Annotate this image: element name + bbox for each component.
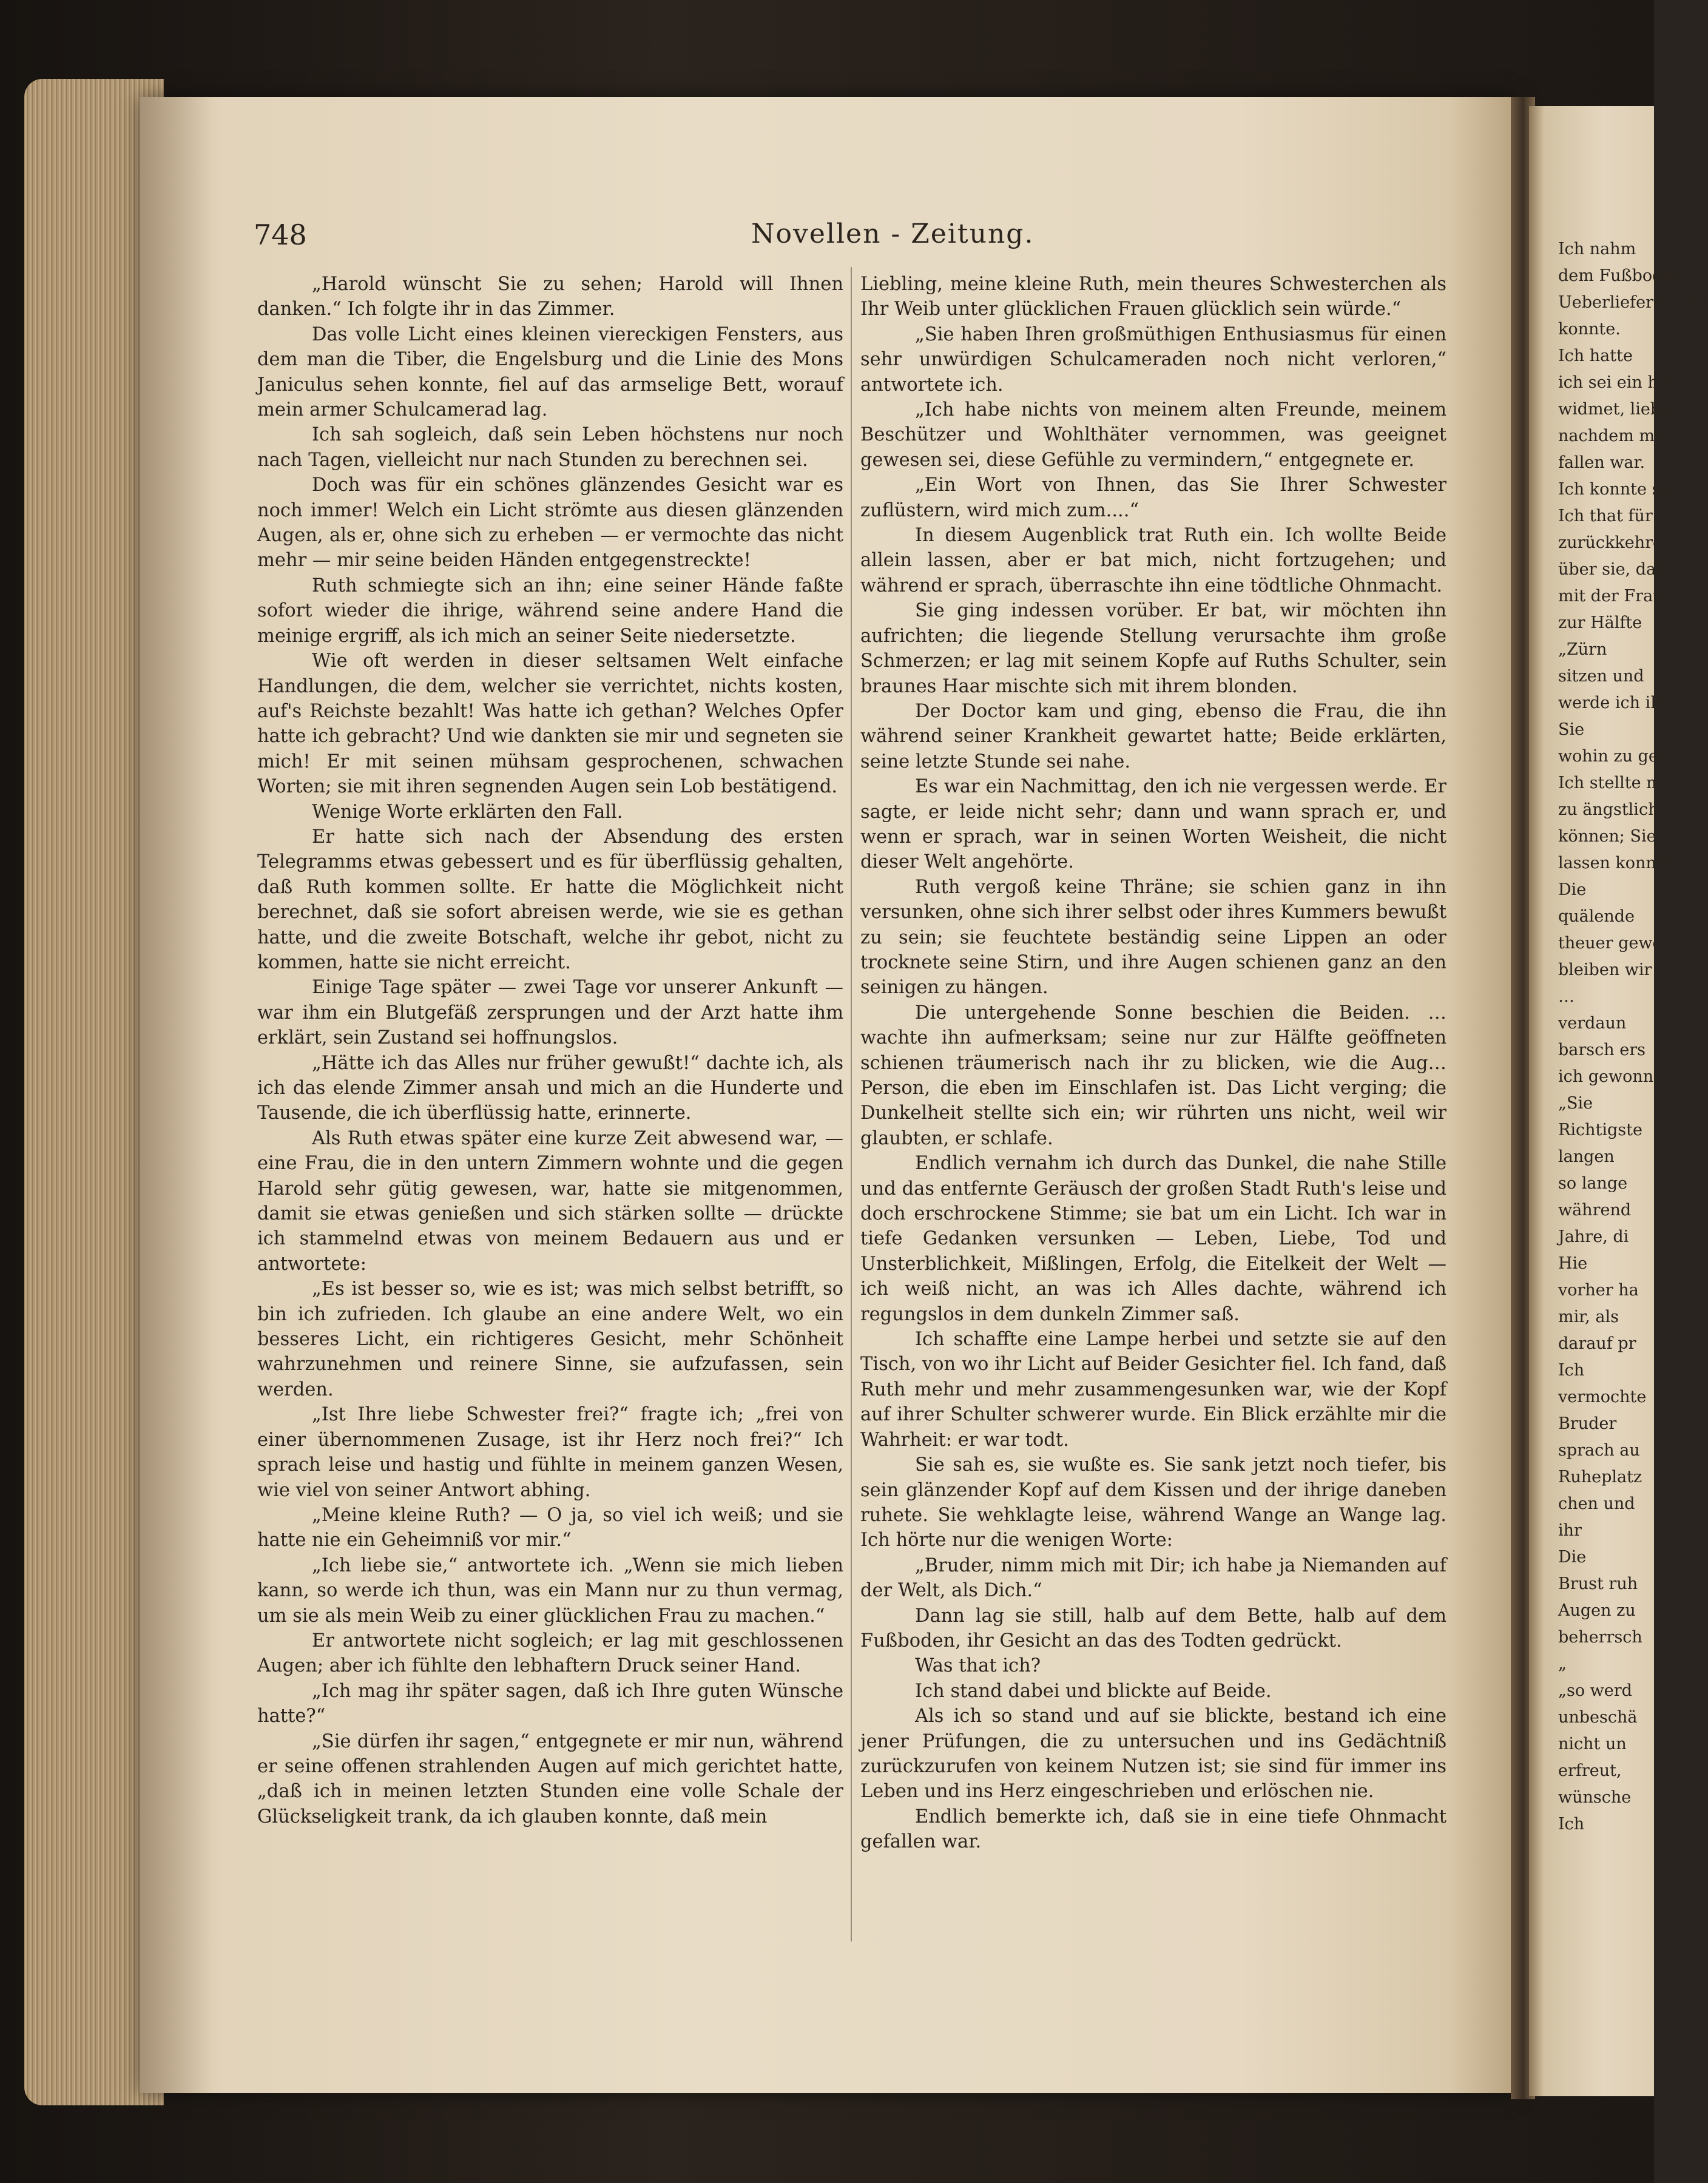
paragraph: „Harold wünscht Sie zu sehen; Harold will Ihnen danken.“ Ich folgte ihr in das Zimmer. (257, 274, 843, 320)
facing-page-line: quälende (1558, 907, 1635, 926)
facing-page-line: … (1558, 987, 1575, 1006)
facing-page-line: fallen war. (1558, 453, 1646, 472)
paragraph: Dann lag sie still, halb auf dem Bette, halb auf dem Fußboden, ihr Gesicht an das des Todten gedrückt. (860, 1605, 1446, 1652)
page-fold-shadow (140, 97, 212, 2093)
facing-page-line: Sie (1558, 720, 1585, 739)
facing-page-line: barsch ers (1558, 1041, 1646, 1059)
facing-page-line: mit der Frau (1558, 587, 1664, 606)
paragraph: Er antwortete nicht sogleich; er lag mit geschlossenen Augen; aber ich fühlte den lebhaftern Druck seiner Hand. (257, 1630, 843, 1677)
paragraph: Er hatte sich nach der Absendung des ersten Telegramms etwas gebessert und es für überflüssig gehalten, daß Ruth kommen sollte. Er hatte die Möglichkeit nicht berechnet, daß sie sofort abreisen werde, wie sie es gethan hatte, und die zweite Botschaft, welche ihr gebot, nicht zu kommen, hatte sie nicht erreicht. (257, 826, 843, 973)
paragraph: Was that ich? (915, 1655, 1041, 1677)
facing-page-line: Ich (1558, 1361, 1585, 1380)
paragraph: Der Doctor kam und ging, ebenso die Frau, die ihn während seiner Krankheit gewartet hatte; Beide erklärten, seine letzte Stunde sei nahe. (860, 700, 1446, 772)
paragraph: „Hätte ich das Alles nur früher gewußt!“ dachte ich, als ich das elende Zimmer ansah und mich an die Hunderte und Tausende, die ich überflüssig hatte, erinnerte. (257, 1052, 843, 1124)
paragraph: „Ein Wort von Ihnen, das Sie Ihrer Schwester zuflüstern, wird mich zum....“ (860, 474, 1446, 521)
facing-page-line: „so werd (1558, 1681, 1632, 1700)
facing-page-line: sitzen und (1558, 667, 1644, 686)
paragraph: Einige Tage später — zwei Tage vor unserer Ankunft — war ihm ein Blutgefäß zersprungen und der Arzt hatte ihm erklärt, sein Zustand sei hoffnungslos. (257, 977, 843, 1049)
facing-page-line: Ueberlieferer und (1558, 293, 1708, 312)
page-header (254, 218, 1467, 261)
facing-page-line: zurückkehren. (1558, 533, 1678, 552)
facing-page-line: werde ich ihn (1558, 693, 1672, 712)
paragraph: Ich sah sogleich, daß sein Leben höchstens nur noch nach Tagen, vielleicht nur nach Stunden zu berechnen sei. (257, 424, 843, 471)
facing-page-line: Ich stellte mi (1558, 774, 1667, 792)
column-divider (851, 267, 852, 1942)
paragraph: Die untergehende Sonne beschien die Beiden. … wachte ihn aufmerksam; seine nur zur Hälfte geöffneten schienen träumerisch nach ihr zu blicken, wie die Aug… Person, die eben im Einschlafen ist. Das Licht verging; die Dunkelheit stellte sich ein; wir rührten uns nicht, weil wir glaubten, er schlafe. (860, 1002, 1446, 1149)
facing-page-line: unbeschä (1558, 1708, 1638, 1727)
facing-page-line: beherrsch (1558, 1628, 1642, 1647)
paragraph: Liebling, meine kleine Ruth, mein theures Schwesterchen als Ihr Weib unter glücklichen Frauen glücklich sein würde.“ (860, 274, 1446, 320)
facing-page-fragment (1529, 106, 1708, 2096)
paragraph: Als ich so stand und auf sie blickte, bestand ich eine jener Prüfungen, die zu untersuchen und ins Gedächtniß zurückzurufen von keinem Nutzen ist; sie sind für immer ins Leben und ins Herz eingeschrieben und erlöschen nie. (860, 1706, 1446, 1803)
facing-page-line: Hie (1558, 1254, 1588, 1273)
facing-page-line: bleiben wir (1558, 960, 1652, 979)
facing-page-line: Ich that für (1558, 507, 1653, 525)
paragraph: Es war ein Nachmittag, den ich nie vergessen werde. Er sagte, er leide nicht sehr; dann und wann sprach er, und wenn er sprach, war in seinen Worten Weisheit, die nicht dieser Welt angehörte. (860, 776, 1446, 873)
paragraph: Endlich vernahm ich durch das Dunkel, die nahe Stille und das entfernte Geräusch der großen Stadt Ruth's leise und doch erschrockene Stimme; sie bat um ein Licht. Ich war in tiefe Gedanken versunken — Leben, Liebe, Tod und Unsterblichkeit, Mißlingen, Erfolg, die Eitelkeit der Welt — ich weiß nicht, an was ich Alles dachte, während ich regungslos in dem dunkeln Zimmer saß. (860, 1153, 1446, 1325)
facing-page-line: Ich nahm (1558, 240, 1636, 258)
facing-page-line: widmet, liebte (1558, 400, 1677, 419)
facing-page-line: so lange (1558, 1174, 1628, 1193)
facing-page-line: Ich konnte sie (1558, 480, 1676, 499)
facing-page-line: zu ängstlich, (1558, 800, 1664, 819)
page-number: 748 (254, 218, 307, 251)
paragraph: Sie sah es, sie wußte es. Sie sank jetzt noch tiefer, bis sein glänzender Kopf auf dem Kissen und der ihrige daneben ruhete. Sie wehklagte leise, während Wange an Wange lag. Ich hörte nur die wenigen Worte: (860, 1454, 1446, 1551)
facing-page-line: „Zürn (1558, 640, 1607, 659)
facing-page-line: während (1558, 1201, 1632, 1220)
paragraph: „Ich liebe sie,“ antwortete ich. „Wenn sie mich lieben kann, so werde ich thun, was ein Mann nur zu thun vermag, um sie als mein Weib zu einer glücklichen Frau zu machen.“ (257, 1554, 843, 1627)
facing-page-line: Jahre, di (1558, 1227, 1629, 1246)
facing-page-line: können; Sie (1558, 827, 1656, 846)
paragraph: Ruth schmiegte sich an ihn; eine seiner Hände faßte sofort wieder die ihrige, während seine andere Hand die meinige ergriff, als ich mich an seiner Seite niedersetzte. (257, 575, 843, 647)
facing-page-line: Richtigste (1558, 1121, 1642, 1139)
facing-page-line: vermochte (1558, 1388, 1647, 1406)
right-text-column (860, 272, 1446, 1855)
facing-page-line: Die (1558, 1548, 1587, 1567)
facing-page-line: ihr (1558, 1521, 1582, 1540)
paragraph: Wie oft werden in dieser seltsamen Welt einfache Handlungen, die dem, welcher sie verrichtet, nichts kosten, auf's Reichste bezahlt! Was hatte ich gethan? Welches Opfer hatte ich gebracht? Und wie dankten sie mir und segneten sie mich! Er mit seinen mühsam gesprochenen, schwachen Worten; sie mit ihren segnenden Augen sein Lob bestätigend. (257, 650, 843, 798)
facing-page-line: Bruder (1558, 1414, 1617, 1433)
facing-page-line: Augen zu (1558, 1601, 1636, 1620)
facing-page-line: sprach au (1558, 1441, 1640, 1460)
paragraph: Ich schaffte eine Lampe herbei und setzte sie auf den Tisch, von wo ihr Licht auf Beider Gesichter fiel. Ich fand, daß Ruth mehr und mehr zusammengesunken war, wie der Kopf auf ihrer Schulter schwerer wurde. Ein Blick erzählte mir die Wahrheit: er war todt. (860, 1329, 1446, 1451)
paragraph: Wenige Worte erklärten den Fall. (312, 801, 623, 823)
paragraph: „Sie haben Ihren großmüthigen Enthusiasmus für einen sehr unwürdigen Schulcameraden noch nicht verloren,“ antwortete ich. (860, 323, 1446, 396)
facing-page-line: dem Fußboden (1558, 266, 1683, 285)
facing-page-line: ich sei ein hal (1558, 373, 1673, 392)
facing-page-line: vorher ha (1558, 1281, 1639, 1300)
facing-page-line: wünsche (1558, 1788, 1632, 1807)
facing-page-line: über sie, daß (1558, 560, 1667, 579)
facing-page-line: mir, als (1558, 1307, 1619, 1326)
facing-page-line: nachdem mir (1558, 427, 1668, 445)
paragraph: „Sie dürfen ihr sagen,“ entgegnete er mir nun, während er seine offenen strahlenden Augen auf mich gerichtet hatte, „daß ich in meinen letzten Stunden eine volle Schale der Glückseligkeit trank, da ich glauben konnte, daß mein (257, 1730, 843, 1827)
running-title: Novellen - Zeitung. (751, 218, 1035, 249)
facing-page-line: verdaun (1558, 1014, 1627, 1033)
left-text-column (257, 272, 843, 1829)
facing-page-line: „ (1558, 1655, 1567, 1673)
paragraph: Endlich bemerkte ich, daß sie in eine tiefe Ohnmacht gefallen war. (860, 1806, 1446, 1853)
facing-page-line: erfreut, (1558, 1761, 1622, 1780)
paragraph: „Ich mag ihr später sagen, daß ich Ihre guten Wünsche hatte?“ (257, 1680, 843, 1727)
facing-page-line: zur Hälfte (1558, 613, 1642, 632)
paragraph: „Ist Ihre liebe Schwester frei?“ fragte ich; „frei von einer übernommenen Zusage, ist ihr Herz noch frei?“ Ich sprach leise und hastig und fühlte in meinem ganzen Wesen, wie viel von seiner Antwort abhing. (257, 1404, 843, 1501)
paragraph: „Bruder, nimm mich mit Dir; ich habe ja Niemanden auf der Welt, als Dich.“ (860, 1554, 1446, 1602)
facing-page-line: Ich hatte (1558, 346, 1633, 365)
paragraph: „Ich habe nichts von meinem alten Freunde, meinem Beschützer und Wohlthäter vernommen, was geeignet gewesen sei, diese Gefühle zu vermindern,“ entgegnete er. (860, 399, 1446, 471)
paragraph: Ruth vergoß keine Thräne; sie schien ganz in ihn versunken, ohne sich ihrer selbst oder ihres Kummers bewußt zu sein; sie feuchtete beständig seine Lippen an oder trocknete seine Stirn, und ihre Augen schienen ganz an den seinigen zu hängen. (860, 876, 1446, 999)
facing-page-line: konnte. (1558, 320, 1621, 339)
facing-page-line: Brust ruh (1558, 1574, 1638, 1593)
paragraph: In diesem Augenblick trat Ruth ein. Ich wollte Beide allein lassen, aber er bat mich, nicht fortzugehen; und während er sprach, überraschte ihn eine tödtliche Ohnmacht. (860, 525, 1446, 596)
facing-page-line: wohin zu geh (1558, 747, 1669, 766)
facing-page-line: chen und (1558, 1494, 1635, 1513)
paragraph: „Es ist besser so, wie es ist; was mich selbst betrifft, so bin ich zufrieden. Ich glaube an eine andere Welt, wo ein besseres Licht, ein richtigeres Gesicht, mehr Schönheit wahrzunehmen und reinere Sinne, sie aufzufassen, sein werden. (257, 1278, 843, 1400)
facing-page-line: darauf pr (1558, 1334, 1636, 1353)
facing-page-line: Die (1558, 880, 1587, 899)
paragraph: Doch was für ein schönes glänzendes Gesicht war es noch immer! Welch ein Licht strömte aus diesen glänzenden Augen, als er, ohne sich zu erheben — er vermochte das nicht mehr — mir seine beiden Händen entgegenstreckte! (257, 474, 843, 572)
facing-page-line: ich gewonn (1558, 1067, 1654, 1086)
paragraph: Ich stand dabei und blickte auf Beide. (915, 1680, 1272, 1702)
facing-page-line: lassen konnte (1558, 854, 1673, 872)
facing-page-line: nicht un (1558, 1735, 1627, 1753)
paragraph: Das volle Licht eines kleinen viereckigen Fensters, aus dem man die Tiber, die Engelsburg und die Linie des Mons Janiculus sehen konnte, fiel auf das armselige Bett, worauf mein armer Schulcamerad lag. (257, 323, 843, 421)
facing-page-line: theuer gewe (1558, 934, 1662, 953)
facing-page-line: Ich (1558, 1815, 1585, 1834)
paragraph: Als Ruth etwas später eine kurze Zeit abwesend war, — eine Frau, die in den untern Zimmern wohnte und die gegen Harold sehr gütig gewesen, war, hatte sie mitgenommen, damit sie etwas genießen und sich stärken sollte — drückte ich stammelnd etwas von meinem Bedauern aus und er antwortete: (257, 1127, 843, 1275)
facing-page-line: langen (1558, 1147, 1615, 1166)
facing-page-line: „Sie (1558, 1094, 1593, 1113)
facing-page-line: Ruheplatz (1558, 1468, 1642, 1486)
paragraph: Sie ging indessen vorüber. Er bat, wir möchten ihn aufrichten; die liegende Stellung verursachte ihm große Schmerzen; er lag mit seinem Kopfe auf Ruths Schulter, sein braunes Haar mischte sich mit ihrem blonden. (860, 600, 1446, 697)
paragraph: „Meine kleine Ruth? — O ja, so viel ich weiß; und sie hatte nie ein Geheimniß vor mir.“ (257, 1504, 843, 1551)
